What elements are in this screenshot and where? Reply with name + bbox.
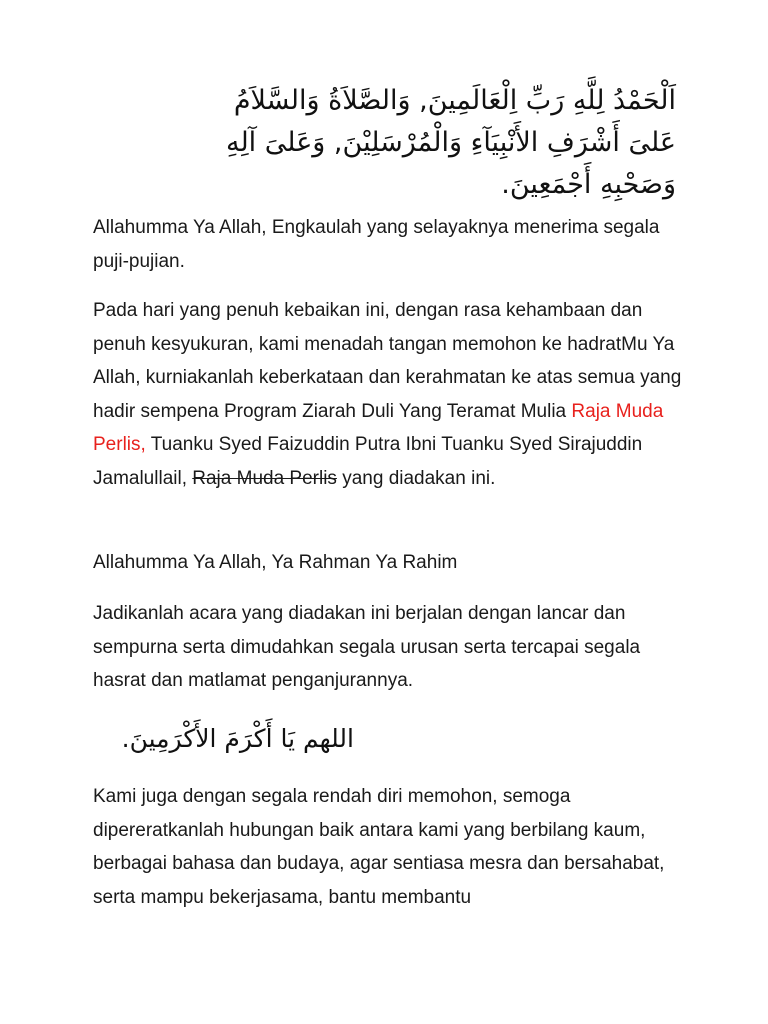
arabic-heading-line-1: اَلْحَمْدُ لِلَّهِ رَبِّ اِلْعَالَمِينَ, وَالصَّلاَةُ وَالسَّلاَمُ: [233, 85, 676, 116]
paragraph-invocation: Allahumma Ya Allah, Ya Rahman Ya Rahim: [93, 552, 458, 573]
arabic-opening-heading: [92, 80, 676, 206]
paragraph-program-text-middle: Tuanku Syed Faizuddin Putra Ibni Tuanku Syed Sirajuddin Jamalullail,: [93, 434, 643, 489]
paragraph-program-text-start: Pada hari yang penuh kebaikan ini, dengan rasa kehambaan dan penuh kesyukuran, kami menadah tangan memohon ke hadratMu Ya Allah, kurniakanlah keberkataan dan kerahmatan ke atas semua yang hadir sempena Program Ziarah Duli Yang Teramat Mulia: [93, 300, 682, 422]
arabic-heading-line-2: عَلىَ أَشْرَفِ الأَنْبِيَآءِ وَالْمُرْسَلِيْنَ, وَعَلىَ آلِهِ: [225, 127, 676, 158]
paragraph-event-prayer: Jadikanlah acara yang diadakan ini berjalan dengan lancar dan sempurna serta dimudahkan segala urusan serta tercapai segala hasrat dan matlamat penganjurannya.: [93, 603, 641, 691]
paragraph-program-text-end: yang diadakan ini.: [336, 467, 496, 489]
paragraph-praise: Allahumma Ya Allah, Engkaulah yang selayaknya menerima segala puji-pujian.: [93, 217, 660, 272]
struck-through-title-text: Raja Muda Perlis: [192, 467, 337, 489]
paragraph-unity-prayer: Kami juga dengan segala rendah diri memohon, semoga dipereratkanlah hubungan baik antara kami yang berbilang kaum, berbagai bahasa dan budaya, agar sentiasa mesra dan bersahabat, serta mampu bekerjasama, bantu membantu: [93, 786, 665, 908]
paragraph-program-prayer: [93, 294, 683, 495]
highlighted-title-text: Raja Muda Perlis,: [93, 400, 664, 455]
arabic-heading-line-3: وَصَحْبِهِ أَجْمَعِينَ.: [501, 169, 676, 200]
arabic-dua-line: اللهم يَا أَكْرَمَ الأَكْرَمِينَ.: [121, 724, 354, 753]
